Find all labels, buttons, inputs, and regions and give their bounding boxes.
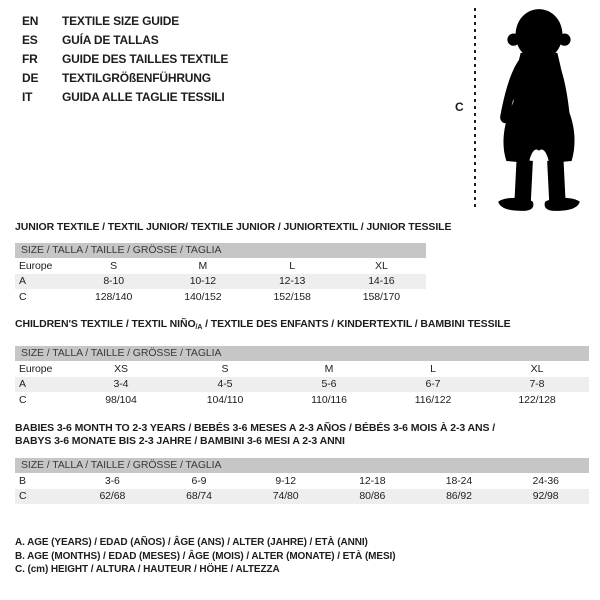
junior-size-table xyxy=(15,258,426,305)
row-label-cell: B xyxy=(19,474,26,487)
language-label: GUIDE DES TAILLES TEXTILE xyxy=(62,52,229,66)
language-code: FR xyxy=(22,52,38,66)
value-cell: 68/74 xyxy=(186,490,212,503)
value-cell: 18-24 xyxy=(445,474,473,487)
value-cell: 14-16 xyxy=(368,275,395,288)
value-cell: 24-36 xyxy=(532,474,559,487)
value-cell: 8-10 xyxy=(103,275,124,288)
language-label: TEXTILE SIZE GUIDE xyxy=(62,14,180,28)
value-cell: 92/98 xyxy=(532,490,559,503)
row-label-cell: C xyxy=(19,290,27,303)
junior-textile-section xyxy=(15,221,452,305)
value-cell: 7-8 xyxy=(529,378,545,391)
value-cell: M xyxy=(198,259,208,272)
language-code: IT xyxy=(22,90,33,104)
row-label-cell: Europe xyxy=(19,259,53,272)
row-label-cell: C xyxy=(19,393,27,406)
row-label-cell: C xyxy=(19,490,27,503)
value-cell: 80/86 xyxy=(359,490,386,503)
value-cell: 152/158 xyxy=(273,290,311,303)
value-cell: XL xyxy=(530,362,544,375)
section-title: JUNIOR TEXTILE / TEXTIL JUNIOR/ TEXTILE JUNIOR / JUNIORTEXTIL / JUNIOR TESSILE xyxy=(15,221,452,233)
value-cell: 104/110 xyxy=(206,393,244,406)
table-row xyxy=(15,289,426,305)
size-table-header: SIZE / TALLA / TAILLE / GRÖSSE / TAGLIA xyxy=(15,458,589,473)
value-cell: 74/80 xyxy=(272,490,299,503)
childrens-size-table xyxy=(15,361,589,408)
table-row xyxy=(15,258,426,274)
value-cell: 110/116 xyxy=(311,393,347,406)
language-row-es xyxy=(22,31,228,50)
language-row-en xyxy=(22,12,228,31)
table-row xyxy=(15,392,589,408)
section-title xyxy=(15,422,589,448)
value-cell: 12-18 xyxy=(359,474,386,487)
size-table-header: SIZE / TALLA / TAILLE / GRÖSSE / TAGLIA xyxy=(15,243,426,258)
section-title-line2: BABYS 3-6 MONATE BIS 2-3 JAHRE / BAMBINI 3-6 MESI A 2-3 ANNI xyxy=(15,435,345,447)
value-cell: 10-12 xyxy=(189,275,217,288)
value-cell: 5-6 xyxy=(321,378,337,391)
language-code: DE xyxy=(22,71,39,85)
value-cell: 122/128 xyxy=(518,393,556,406)
babies-textile-section xyxy=(15,422,589,504)
value-cell: M xyxy=(324,362,334,375)
section-title-text: CHILDREN'S TEXTILE / TEXTIL NIÑO xyxy=(15,318,196,330)
table-row xyxy=(15,473,589,489)
height-measure-line xyxy=(474,8,476,210)
value-cell: L xyxy=(430,362,436,375)
height-measure-label: C xyxy=(455,100,464,114)
table-row xyxy=(15,274,426,290)
language-row-de xyxy=(22,69,228,88)
legend-line-a: A. AGE (YEARS) / EDAD (AÑOS) / ÂGE (ANS) / ALTER (JAHRE) / ETÀ (ANNI) xyxy=(15,537,368,548)
language-code: ES xyxy=(22,33,38,47)
value-cell: 128/140 xyxy=(94,290,133,303)
language-code: EN xyxy=(22,14,39,28)
language-label: GUIDA ALLE TAGLIE TESSILI xyxy=(62,90,225,104)
value-cell: 62/68 xyxy=(99,490,126,503)
row-label-cell: A xyxy=(19,378,26,391)
language-label: GUÍA DE TALLAS xyxy=(62,33,159,47)
row-label-cell: A xyxy=(19,275,26,288)
row-label-cell: Europe xyxy=(19,362,53,375)
measurement-legend xyxy=(15,536,395,577)
value-cell: 3-4 xyxy=(113,378,129,391)
table-row xyxy=(15,377,589,393)
section-title-text: / TEXTILE DES ENFANTS / KINDERTEXTIL / BAMBINI TESSILE xyxy=(202,318,511,330)
value-cell: L xyxy=(289,259,295,272)
language-label: TEXTILGRÖßENFÜHRUNG xyxy=(62,71,211,85)
value-cell: 9-12 xyxy=(275,474,296,487)
value-cell: 116/122 xyxy=(414,393,452,406)
section-title-subscript: /A xyxy=(195,324,203,331)
language-row-it xyxy=(22,88,228,107)
table-row xyxy=(15,489,589,505)
value-cell: XL xyxy=(375,259,388,272)
value-cell: 3-6 xyxy=(104,474,120,487)
value-cell: S xyxy=(110,259,118,272)
section-title-line1: BABIES 3-6 MONTH TO 2-3 YEARS / BEBÉS 3-6 MESES A 2-3 AÑOS / BÉBÉS 3-6 MOIS À 2-3 ANS / xyxy=(15,422,496,434)
legend-line-c: C. (cm) HEIGHT / ALTURA / HAUTEUR / HÖHE / ALTEZZA xyxy=(15,564,280,575)
value-cell: XS xyxy=(114,362,128,375)
value-cell: 98/104 xyxy=(105,393,137,406)
table-row xyxy=(15,361,589,377)
value-cell: 12-13 xyxy=(278,275,306,288)
baby-silhouette-icon xyxy=(486,8,592,212)
value-cell: 86/92 xyxy=(446,490,472,503)
babies-size-table xyxy=(15,473,589,504)
value-cell: 140/152 xyxy=(184,290,222,303)
childrens-textile-section xyxy=(15,318,589,408)
section-title xyxy=(15,318,589,334)
value-cell: 6-7 xyxy=(425,378,441,391)
language-title-list xyxy=(22,12,228,107)
size-table-header: SIZE / TALLA / TAILLE / GRÖSSE / TAGLIA xyxy=(15,346,589,361)
value-cell: S xyxy=(221,362,229,375)
legend-line-b: B. AGE (MONTHS) / EDAD (MESES) / ÂGE (MOIS) / ALTER (MONATE) / ETÀ (MESI) xyxy=(15,550,396,562)
value-cell: 4-5 xyxy=(217,378,233,391)
value-cell: 6-9 xyxy=(191,474,207,487)
value-cell: 158/170 xyxy=(362,290,400,303)
language-row-fr xyxy=(22,50,228,69)
